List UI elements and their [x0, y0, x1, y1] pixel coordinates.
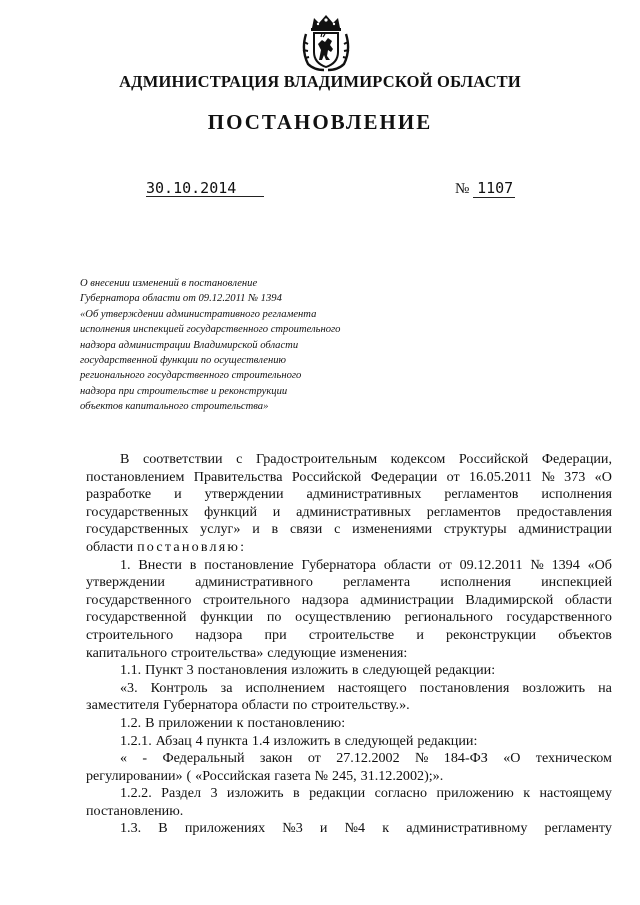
word: осуществлению — [295, 609, 391, 626]
word: и — [174, 486, 182, 503]
number-value: 1107 — [473, 179, 515, 198]
word: от — [438, 556, 452, 573]
word: 1.2.2. — [120, 785, 152, 802]
word: 1.4 — [251, 732, 270, 749]
word: регламентов — [426, 503, 501, 520]
word: газета — [274, 767, 311, 784]
word: Губернатора — [163, 697, 238, 714]
word: В — [158, 820, 168, 837]
word: строительного — [202, 591, 291, 608]
word: исполнения — [541, 486, 612, 503]
word: и — [416, 626, 424, 643]
word: настоящему — [539, 785, 612, 802]
word: техническом — [535, 750, 612, 767]
word: Контроль — [150, 679, 208, 696]
word: «О — [503, 750, 521, 767]
word: закон — [259, 750, 293, 767]
word: Федерации, — [541, 451, 612, 467]
word: надзора — [301, 591, 349, 608]
word: строительству.». — [311, 697, 410, 714]
body-line — [86, 750, 612, 768]
word: функций — [204, 503, 257, 520]
word: и — [319, 820, 328, 837]
subject-line: регионального государственного строительного — [80, 370, 302, 382]
word: объектов — [558, 626, 612, 643]
word: приложении — [158, 714, 233, 731]
word: №3 — [282, 820, 303, 837]
word: Абзац — [155, 732, 192, 749]
word: по — [292, 697, 308, 714]
word: 1394 — [551, 556, 580, 573]
word: постановления — [197, 662, 288, 679]
word: соответствии — [142, 451, 223, 467]
word: 16.05.2011 — [469, 468, 532, 485]
word: 373 — [564, 468, 586, 485]
body-line — [86, 557, 612, 575]
word: административных — [296, 503, 411, 520]
word: Владимирской — [465, 591, 554, 608]
body-line — [86, 803, 612, 821]
body-line — [86, 469, 612, 487]
word: на — [598, 679, 612, 696]
word: структуры — [443, 521, 507, 538]
subject-line: О внесении изменений в постановление — [80, 278, 258, 289]
word: в — [334, 732, 341, 749]
document-subject — [80, 276, 440, 415]
body-line — [86, 662, 612, 680]
subject-line: исполнения инспекцией государственного строительного — [80, 324, 341, 336]
word: в — [293, 785, 300, 802]
word: постановление — [204, 556, 294, 573]
body-line — [86, 574, 612, 592]
word: изменения: — [339, 644, 408, 661]
subject-line: Губернатора области от 09.12.2011 № 1394 — [80, 293, 282, 305]
word: административному — [406, 820, 528, 837]
word: Внести — [138, 556, 182, 573]
word: 1.2. — [120, 714, 142, 731]
word: 31.12.2002);». — [360, 767, 444, 784]
body-line — [86, 715, 612, 733]
word: Градостроительным — [255, 451, 378, 467]
word: 3 — [186, 662, 194, 679]
word: государственных — [86, 503, 189, 520]
body-line — [86, 539, 612, 557]
word: приложению — [436, 785, 514, 802]
word: заместителя — [86, 697, 160, 714]
word: кодексом — [390, 451, 446, 467]
word: настоящего — [337, 679, 407, 696]
word: и — [252, 521, 260, 538]
word: с — [334, 521, 341, 538]
word: при — [264, 626, 287, 643]
document-date: 30.10.2014 — [146, 180, 264, 197]
word: «3. — [120, 679, 138, 696]
word: изложить — [226, 785, 284, 802]
word: в — [271, 521, 279, 538]
word: ( — [186, 767, 192, 784]
word: строительстве — [308, 626, 395, 643]
word: редакции: — [417, 732, 478, 749]
word: капитального — [86, 644, 168, 661]
subject-line: надзора при строительстве и реконструкции — [80, 385, 288, 397]
word: 27.12.2002 — [336, 750, 400, 767]
number-sign: № — [455, 181, 470, 197]
body-line — [86, 768, 612, 786]
body-line — [86, 592, 612, 610]
word: к — [523, 785, 531, 802]
word: следующей — [362, 662, 432, 679]
word: № — [314, 767, 329, 784]
document-body — [86, 451, 612, 838]
body-line — [86, 486, 612, 504]
word: утверждении — [204, 486, 284, 503]
word: регламентов — [444, 486, 519, 503]
word: Правительства — [193, 468, 283, 485]
word: инспекцией — [541, 574, 612, 591]
word: « — [120, 750, 128, 767]
word: № — [530, 556, 544, 573]
word: 1.2.1. — [120, 732, 152, 749]
word: к — [382, 820, 390, 837]
word: 245, — [332, 767, 357, 784]
body-line — [86, 697, 612, 715]
word: регионального — [404, 609, 493, 626]
word: администрации — [360, 591, 454, 608]
body-line — [86, 521, 612, 539]
body-line — [86, 680, 612, 698]
organization-title: АДМИНИСТРАЦИЯ ВЛАДИМИРСКОЙ ОБЛАСТИ — [119, 72, 521, 91]
spaced-word: постановляю: — [137, 538, 247, 555]
word: «Об — [587, 556, 612, 573]
word: исполнения — [440, 574, 511, 591]
word: регулировании» — [86, 767, 183, 784]
word: строительного — [86, 626, 174, 643]
word: 1. — [120, 556, 131, 573]
word: области — [86, 538, 134, 555]
subject-line: надзора администрации Владимирской области — [80, 339, 299, 351]
word: постановления — [419, 679, 510, 696]
word: Раздел — [161, 785, 202, 802]
document-type-title: ПОСТАНОВЛЕНИЕ — [207, 110, 433, 134]
word: государственного — [86, 591, 192, 608]
word: изменениями — [352, 521, 433, 538]
word: за — [220, 679, 233, 696]
word: надзора — [195, 626, 243, 643]
word: согласно — [374, 785, 428, 802]
word: предоставления — [516, 503, 612, 520]
word: № — [414, 750, 429, 767]
word: 1.3. — [120, 820, 142, 837]
subject-line: государственной функции по осуществлению — [80, 355, 286, 367]
subject-line: объектов капитального строительства» — [80, 401, 269, 413]
word: утверждении — [86, 574, 165, 591]
word: приложениях — [184, 820, 266, 837]
word: 09.12.2011 — [459, 556, 523, 573]
word: функции — [200, 609, 254, 626]
word: №4 — [344, 820, 366, 837]
word: в — [189, 556, 197, 573]
word: связи — [289, 521, 323, 538]
body-line — [86, 627, 612, 645]
word: В — [120, 451, 130, 467]
word: от — [446, 468, 460, 485]
body-line — [86, 451, 612, 469]
word: в — [351, 662, 359, 679]
word: Российской — [291, 468, 362, 485]
word: Губернатора — [301, 556, 376, 573]
word: регламенту — [544, 820, 612, 837]
word: администрации — [518, 521, 612, 538]
word: государственных — [86, 521, 189, 538]
word: реконструкции — [446, 626, 537, 643]
word: по — [266, 609, 282, 626]
word: административного — [195, 574, 313, 591]
body-line — [86, 733, 612, 751]
word: 3 — [210, 785, 218, 802]
word: Федеральный — [162, 750, 245, 767]
body-line — [86, 820, 612, 838]
word: к — [236, 714, 244, 731]
word: регламента — [343, 574, 411, 591]
word: строительства» — [170, 644, 264, 661]
word: 184-ФЗ — [443, 750, 488, 767]
word: от — [307, 750, 321, 767]
word: и — [272, 503, 281, 520]
word: В — [145, 714, 155, 731]
word: изложить — [291, 662, 348, 679]
word: постановлением — [86, 468, 185, 485]
document-number — [455, 180, 515, 197]
word: административных — [306, 486, 422, 503]
coat-of-arms-icon — [300, 14, 352, 72]
word: области — [383, 556, 431, 573]
subject-line: «Об утверждении административного регламента — [80, 308, 317, 320]
word: Федерации — [370, 468, 438, 485]
body-line — [86, 609, 612, 627]
word: с — [236, 451, 243, 467]
word: 1.1. — [120, 662, 142, 679]
word: возложить — [522, 679, 586, 696]
word: области — [241, 697, 289, 714]
body-line — [86, 504, 612, 522]
word: государственного — [506, 609, 612, 626]
word: разработке — [86, 486, 152, 503]
word: редакции: — [435, 662, 496, 679]
word: редакции — [309, 785, 366, 802]
word: - — [142, 750, 148, 767]
word: исполнением — [245, 679, 325, 696]
body-line — [86, 785, 612, 803]
word: пункта — [206, 732, 248, 749]
word: 4 — [195, 732, 203, 749]
word: государственной — [86, 609, 187, 626]
word: следующей — [344, 732, 414, 749]
word: Российской — [458, 451, 529, 467]
word: «О — [594, 468, 612, 485]
word: «Российская — [195, 767, 271, 784]
word: № — [541, 468, 555, 485]
word: изложить — [273, 732, 331, 749]
body-line — [86, 645, 612, 663]
word: следующие — [267, 644, 336, 661]
word: постановлению: — [247, 714, 346, 731]
word: области — [564, 591, 612, 608]
word: Пункт — [145, 662, 183, 679]
word: услуг» — [200, 521, 241, 538]
word: постановлению. — [86, 802, 184, 819]
